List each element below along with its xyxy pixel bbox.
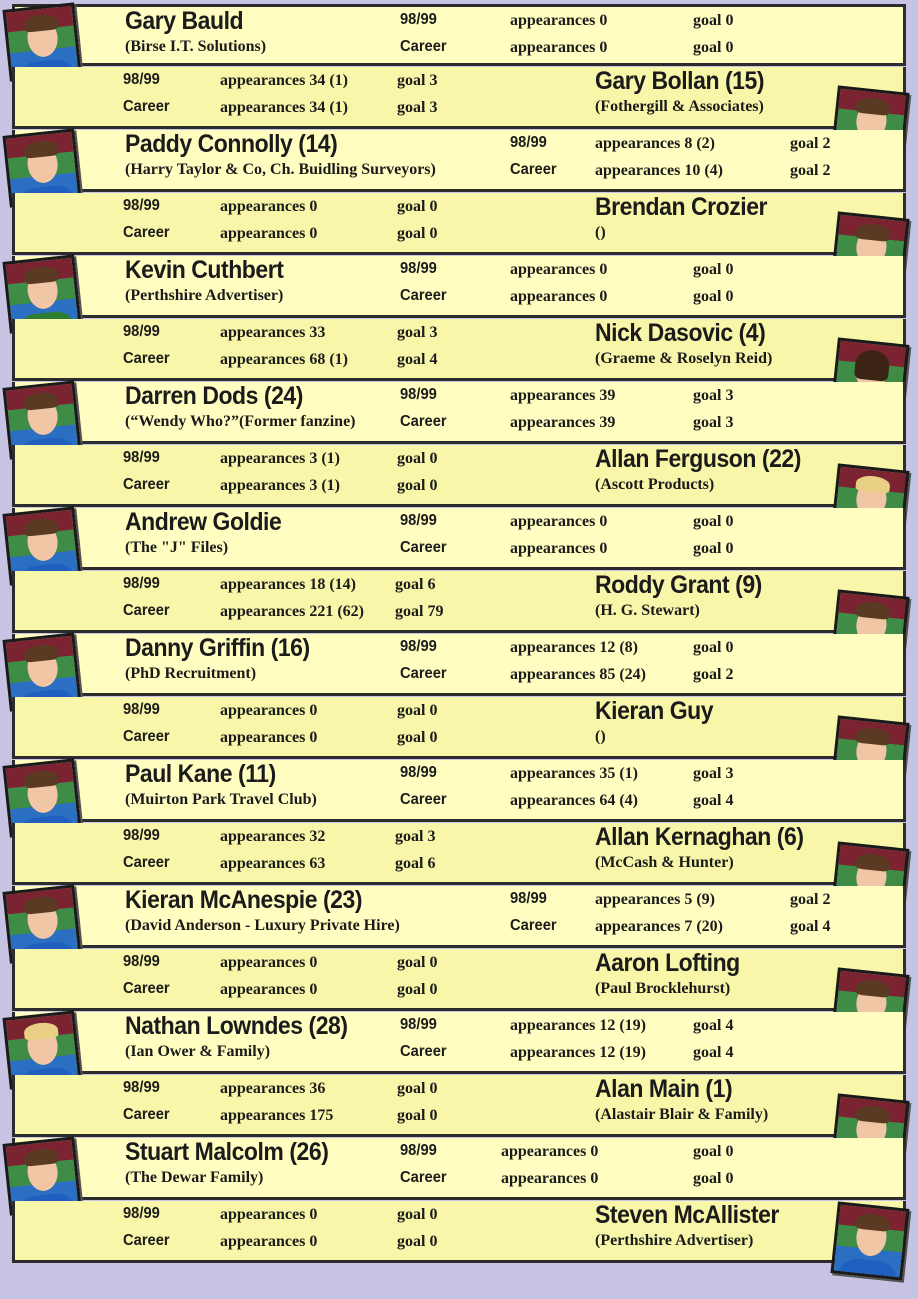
career-goals: goal 0 (397, 981, 438, 998)
season-appearances: appearances 33 (220, 324, 326, 341)
career-label: Career (123, 1232, 170, 1249)
player-name: Stuart Malcolm (26) (125, 1138, 329, 1166)
player-row (12, 130, 906, 192)
season-appearances: appearances 0 (510, 12, 608, 29)
career-appearances: appearances 7 (20) (595, 918, 723, 935)
player-row (12, 256, 906, 318)
player-row (12, 445, 906, 507)
career-label: Career (123, 854, 170, 871)
career-label: Career (123, 980, 170, 997)
season-goals: goal 3 (693, 387, 734, 404)
player-row (12, 4, 906, 66)
career-goals: goal 3 (693, 414, 734, 431)
player-row (12, 949, 906, 1011)
season-label: 98/99 (510, 134, 547, 151)
season-label: 98/99 (123, 1079, 160, 1096)
season-appearances: appearances 32 (220, 828, 326, 845)
player-sponsor: (Ascott Products) (595, 476, 715, 493)
season-goals: goal 0 (693, 1143, 734, 1160)
career-goals: goal 0 (397, 1233, 438, 1250)
player-name: Aaron Lofting (595, 949, 740, 977)
career-appearances: appearances 0 (220, 729, 318, 746)
player-sponsor: (Harry Taylor & Co, Ch. Buidling Surveyors) (125, 161, 436, 178)
season-appearances: appearances 0 (220, 954, 318, 971)
career-goals: goal 0 (397, 225, 438, 242)
career-goals: goal 4 (790, 918, 831, 935)
player-stats-board (12, 4, 906, 1280)
season-goals: goal 0 (693, 12, 734, 29)
season-label: 98/99 (400, 386, 437, 403)
player-sponsor: (Paul Brocklehurst) (595, 980, 731, 997)
career-appearances: appearances 0 (510, 540, 608, 557)
season-label: 98/99 (123, 449, 160, 466)
player-name: Gary Bauld (125, 7, 244, 35)
season-label: 98/99 (400, 1016, 437, 1033)
player-row (12, 1201, 906, 1263)
player-sponsor: (Graeme & Roselyn Reid) (595, 350, 773, 367)
career-appearances: appearances 0 (220, 225, 318, 242)
player-sponsor: () (595, 728, 606, 745)
player-name: Roddy Grant (9) (595, 571, 762, 599)
career-goals: goal 79 (395, 603, 444, 620)
season-label: 98/99 (400, 638, 437, 655)
career-goals: goal 6 (395, 855, 436, 872)
career-appearances: appearances 64 (4) (510, 792, 638, 809)
season-goals: goal 3 (397, 72, 438, 89)
career-goals: goal 0 (693, 1170, 734, 1187)
player-row (12, 634, 906, 696)
player-sponsor: (“Wendy Who?”(Former fanzine) (125, 413, 356, 430)
season-appearances: appearances 36 (220, 1080, 326, 1097)
season-goals: goal 3 (693, 765, 734, 782)
season-goals: goal 6 (395, 576, 436, 593)
season-goals: goal 0 (397, 702, 438, 719)
player-name: Paul Kane (11) (125, 760, 276, 788)
player-name: Steven McAllister (595, 1201, 779, 1229)
career-label: Career (123, 728, 170, 745)
career-goals: goal 4 (693, 792, 734, 809)
player-row (12, 823, 906, 885)
career-label: Career (400, 1169, 447, 1186)
career-label: Career (123, 224, 170, 241)
player-row (12, 382, 906, 444)
career-label: Career (510, 917, 557, 934)
player-name: Alan Main (1) (595, 1075, 733, 1103)
season-label: 98/99 (400, 11, 437, 28)
career-label: Career (123, 98, 170, 115)
season-label: 98/99 (123, 701, 160, 718)
player-row (12, 1075, 906, 1137)
career-label: Career (510, 161, 557, 178)
career-appearances: appearances 3 (1) (220, 477, 340, 494)
career-appearances: appearances 34 (1) (220, 99, 348, 116)
career-goals: goal 2 (790, 162, 831, 179)
season-appearances: appearances 12 (19) (510, 1017, 646, 1034)
player-row (12, 1138, 906, 1200)
career-appearances: appearances 12 (19) (510, 1044, 646, 1061)
player-name: Nick Dasovic (4) (595, 319, 766, 347)
player-name: Kieran Guy (595, 697, 714, 725)
season-goals: goal 0 (397, 198, 438, 215)
player-name: Kevin Cuthbert (125, 256, 284, 284)
career-goals: goal 2 (693, 666, 734, 683)
career-label: Career (123, 1106, 170, 1123)
player-sponsor: (The "J" Files) (125, 539, 229, 556)
player-name: Danny Griffin (16) (125, 634, 310, 662)
player-name: Gary Bollan (15) (595, 67, 765, 95)
season-goals: goal 2 (790, 891, 831, 908)
season-goals: goal 3 (395, 828, 436, 845)
player-name: Kieran McAnespie (23) (125, 886, 363, 914)
career-label: Career (400, 287, 447, 304)
season-goals: goal 4 (693, 1017, 734, 1034)
season-appearances: appearances 5 (9) (595, 891, 715, 908)
career-appearances: appearances 221 (62) (220, 603, 364, 620)
player-row (12, 886, 906, 948)
career-label: Career (400, 665, 447, 682)
career-label: Career (400, 1043, 447, 1060)
season-label: 98/99 (400, 1142, 437, 1159)
career-label: Career (400, 38, 447, 55)
player-name: Darren Dods (24) (125, 382, 303, 410)
season-appearances: appearances 8 (2) (595, 135, 715, 152)
season-appearances: appearances 0 (220, 1206, 318, 1223)
season-label: 98/99 (400, 764, 437, 781)
season-appearances: appearances 0 (220, 702, 318, 719)
season-label: 98/99 (123, 827, 160, 844)
season-goals: goal 2 (790, 135, 831, 152)
career-appearances: appearances 68 (1) (220, 351, 348, 368)
career-appearances: appearances 39 (510, 414, 616, 431)
career-appearances: appearances 85 (24) (510, 666, 646, 683)
season-label: 98/99 (123, 953, 160, 970)
player-row (12, 193, 906, 255)
season-appearances: appearances 12 (8) (510, 639, 638, 656)
season-appearances: appearances 0 (510, 513, 608, 530)
player-sponsor: (H. G. Stewart) (595, 602, 700, 619)
career-label: Career (123, 476, 170, 493)
player-name: Nathan Lowndes (28) (125, 1012, 348, 1040)
career-label: Career (123, 602, 170, 619)
season-goals: goal 0 (693, 261, 734, 278)
career-label: Career (123, 350, 170, 367)
player-name: Paddy Connolly (14) (125, 130, 338, 158)
season-goals: goal 0 (397, 450, 438, 467)
career-goals: goal 0 (397, 729, 438, 746)
player-sponsor: (Alastair Blair & Family) (595, 1106, 769, 1123)
season-appearances: appearances 35 (1) (510, 765, 638, 782)
player-row (12, 760, 906, 822)
career-goals: goal 4 (693, 1044, 734, 1061)
career-appearances: appearances 0 (220, 981, 318, 998)
player-sponsor: (McCash & Hunter) (595, 854, 734, 871)
season-label: 98/99 (400, 512, 437, 529)
season-appearances: appearances 0 (510, 261, 608, 278)
career-goals: goal 0 (693, 288, 734, 305)
season-goals: goal 0 (693, 513, 734, 530)
player-row (12, 697, 906, 759)
season-appearances: appearances 3 (1) (220, 450, 340, 467)
career-appearances: appearances 10 (4) (595, 162, 723, 179)
season-goals: goal 0 (397, 954, 438, 971)
player-row (12, 571, 906, 633)
season-label: 98/99 (510, 890, 547, 907)
career-appearances: appearances 63 (220, 855, 326, 872)
player-row (12, 67, 906, 129)
career-appearances: appearances 0 (510, 288, 608, 305)
season-appearances: appearances 39 (510, 387, 616, 404)
season-label: 98/99 (123, 197, 160, 214)
season-label: 98/99 (123, 1205, 160, 1222)
season-appearances: appearances 18 (14) (220, 576, 356, 593)
career-goals: goal 3 (397, 99, 438, 116)
career-appearances: appearances 0 (220, 1233, 318, 1250)
season-label: 98/99 (400, 260, 437, 277)
season-goals: goal 0 (397, 1206, 438, 1223)
season-label: 98/99 (123, 71, 160, 88)
player-sponsor: (Fothergill & Associates) (595, 98, 764, 115)
career-goals: goal 0 (397, 1107, 438, 1124)
player-sponsor: () (595, 224, 606, 241)
career-goals: goal 0 (693, 540, 734, 557)
season-goals: goal 0 (693, 639, 734, 656)
career-appearances: appearances 175 (220, 1107, 334, 1124)
season-appearances: appearances 0 (220, 198, 318, 215)
career-appearances: appearances 0 (501, 1170, 599, 1187)
season-goals: goal 0 (397, 1080, 438, 1097)
season-appearances: appearances 0 (501, 1143, 599, 1160)
player-row (12, 319, 906, 381)
season-label: 98/99 (123, 575, 160, 592)
player-sponsor: (Perthshire Advertiser) (125, 287, 284, 304)
career-label: Career (400, 413, 447, 430)
player-photo (830, 1201, 909, 1280)
player-name: Allan Kernaghan (6) (595, 823, 804, 851)
season-label: 98/99 (123, 323, 160, 340)
player-sponsor: (Ian Ower & Family) (125, 1043, 271, 1060)
player-sponsor: (Muirton Park Travel Club) (125, 791, 317, 808)
player-row (12, 508, 906, 570)
season-appearances: appearances 34 (1) (220, 72, 348, 89)
season-goals: goal 3 (397, 324, 438, 341)
career-appearances: appearances 0 (510, 39, 608, 56)
player-name: Brendan Crozier (595, 193, 768, 221)
player-sponsor: (Perthshire Advertiser) (595, 1232, 754, 1249)
player-sponsor: (Birse I.T. Solutions) (125, 38, 267, 55)
career-goals: goal 4 (397, 351, 438, 368)
player-sponsor: (David Anderson - Luxury Private Hire) (125, 917, 400, 934)
player-name: Andrew Goldie (125, 508, 282, 536)
career-goals: goal 0 (397, 477, 438, 494)
player-sponsor: (PhD Recruitment) (125, 665, 257, 682)
career-label: Career (400, 539, 447, 556)
player-name: Allan Ferguson (22) (595, 445, 801, 473)
player-row (12, 1012, 906, 1074)
player-sponsor: (The Dewar Family) (125, 1169, 264, 1186)
career-label: Career (400, 791, 447, 808)
career-goals: goal 0 (693, 39, 734, 56)
